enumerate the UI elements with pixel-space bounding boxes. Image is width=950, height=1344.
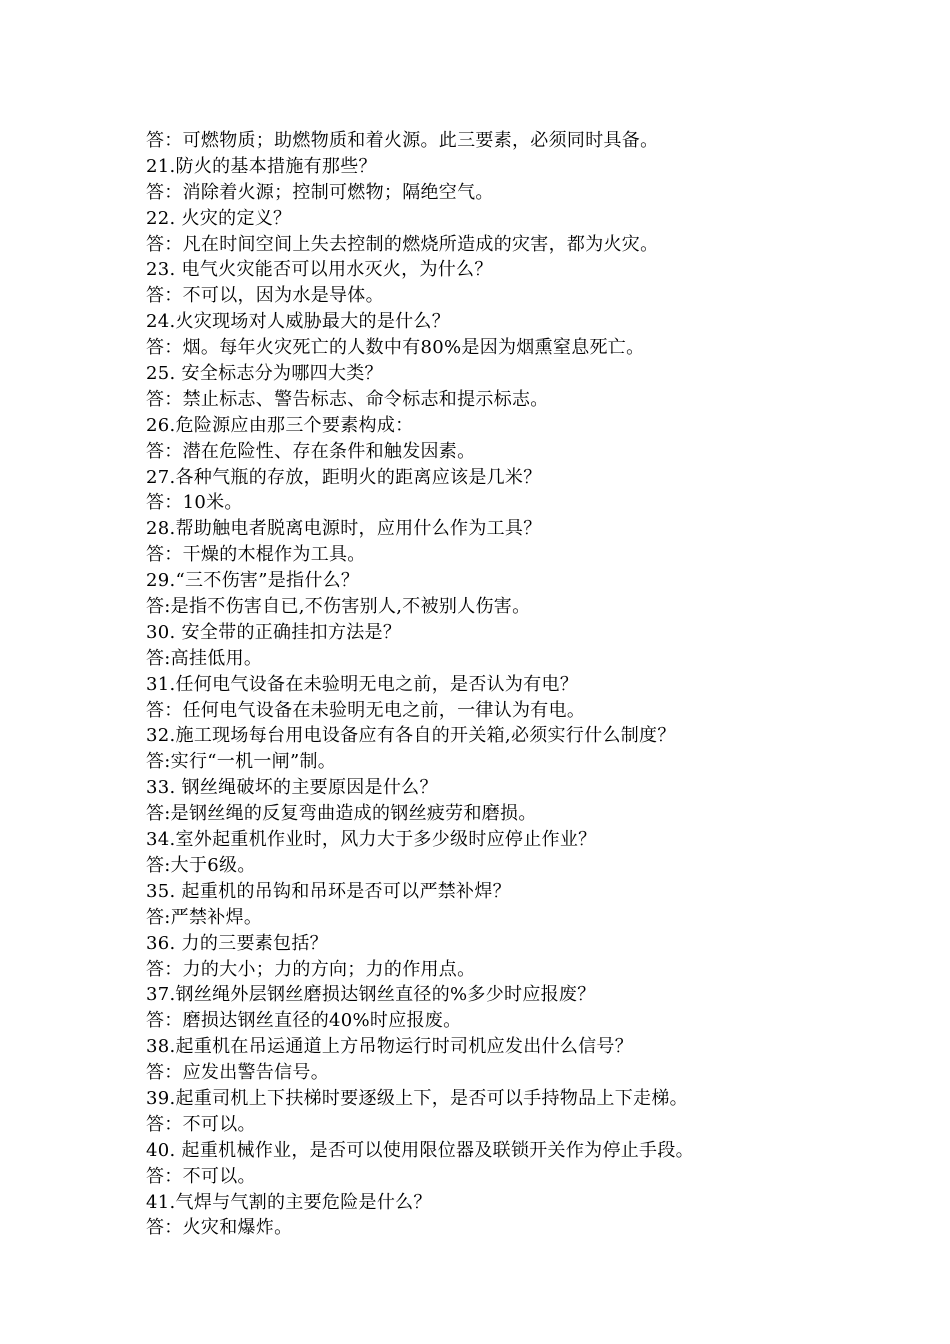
question-line: 30. 安全带的正确挂扣方法是？ — [146, 621, 402, 643]
question-line: 22. 火灾的定义？ — [146, 207, 292, 229]
question-line: 24.火灾现场对人威胁最大的是什么？ — [146, 311, 451, 333]
question-line: 31.任何电气设备在未验明无电之前，是否认为有电？ — [146, 673, 579, 695]
question-line: 40. 起重机械作业，是否可以使用限位器及联锁开关作为停止手段。 — [146, 1139, 694, 1161]
answer-line: 答：不可以，因为水是导体。 — [146, 285, 384, 307]
answer-line: 答：10米。 — [146, 492, 243, 514]
question-line: 32.施工现场每台用电设备应有各自的开关箱,必须实行什么制度？ — [146, 725, 676, 747]
answer-line: 答：消除着火源；控制可燃物；隔绝空气。 — [146, 181, 494, 203]
answer-line: 答：火灾和爆炸。 — [146, 1217, 293, 1239]
answer-line: 答：力的大小；力的方向；力的作用点。 — [146, 958, 476, 980]
qa-text-block — [146, 128, 846, 1241]
answer-line: 答：潜在危险性、存在条件和触发因素。 — [146, 440, 476, 462]
question-line: 21.防火的基本措施有那些？ — [146, 155, 377, 177]
answer-line: 答:是钢丝绳的反复弯曲造成的钢丝疲劳和磨损。 — [146, 803, 537, 825]
answer-line: 答：任何电气设备在未验明无电之前，一律认为有电。 — [146, 699, 586, 721]
answer-line: 答:大于6级。 — [146, 854, 256, 876]
question-line: 41.气焊与气割的主要危险是什么？ — [146, 1191, 432, 1213]
question-line: 35. 起重机的吊钩和吊环是否可以严禁补焊？ — [146, 880, 511, 902]
answer-line: 答：不可以。 — [146, 1113, 256, 1135]
answer-line: 答：不可以。 — [146, 1165, 256, 1187]
answer-line: 答:是指不伤害自已,不伤害别人,不被别人伤害。 — [146, 596, 531, 618]
question-line: 23. 电气火灾能否可以用水灭火，为什么？ — [146, 259, 493, 281]
answer-line: 答：禁止标志、警告标志、命令标志和提示标志。 — [146, 388, 549, 410]
answer-line: 答：烟。每年火灾死亡的人数中有80%是因为烟熏窒息死亡。 — [146, 337, 645, 359]
question-line: 36. 力的三要素包括？ — [146, 932, 328, 954]
question-line: 29.“三不伤害”是指什么？ — [146, 570, 360, 592]
question-line: 33. 钢丝绳破坏的主要原因是什么？ — [146, 777, 438, 799]
answer-line: 答：应发出警告信号。 — [146, 1062, 329, 1084]
answer-line: 答：干燥的木棍作为工具。 — [146, 544, 366, 566]
question-line: 34.室外起重机作业时，风力大于多少级时应停止作业？ — [146, 829, 597, 851]
question-line: 39.起重司机上下扶梯时要逐级上下，是否可以手持物品上下走梯。 — [146, 1087, 688, 1109]
question-line: 26.危险源应由那三个要素构成： — [146, 414, 414, 436]
question-line: 27.各种气瓶的存放，距明火的距离应该是几米？ — [146, 466, 542, 488]
answer-line: 答:实行“一机一闸”制。 — [146, 751, 337, 773]
question-line: 28.帮助触电者脱离电源时，应用什么作为工具？ — [146, 518, 542, 540]
answer-line: 答:严禁补焊。 — [146, 906, 263, 928]
answer-line: 答：磨损达钢丝直径的40%时应报废。 — [146, 1010, 462, 1032]
question-line: 25. 安全标志分为哪四大类？ — [146, 363, 383, 385]
answer-line: 答：凡在时间空间上失去控制的燃烧所造成的灾害，都为火灾。 — [146, 233, 659, 255]
question-line: 38.起重机在吊运通道上方吊物运行时司机应发出什么信号？ — [146, 1036, 634, 1058]
answer-line: 答：可燃物质；助燃物质和着火源。此三要素，必须同时具备。 — [146, 130, 659, 151]
question-line: 37.钢丝绳外层钢丝磨损达钢丝直径的%多少时应报废？ — [146, 984, 596, 1006]
answer-line: 答:高挂低用。 — [146, 647, 263, 669]
